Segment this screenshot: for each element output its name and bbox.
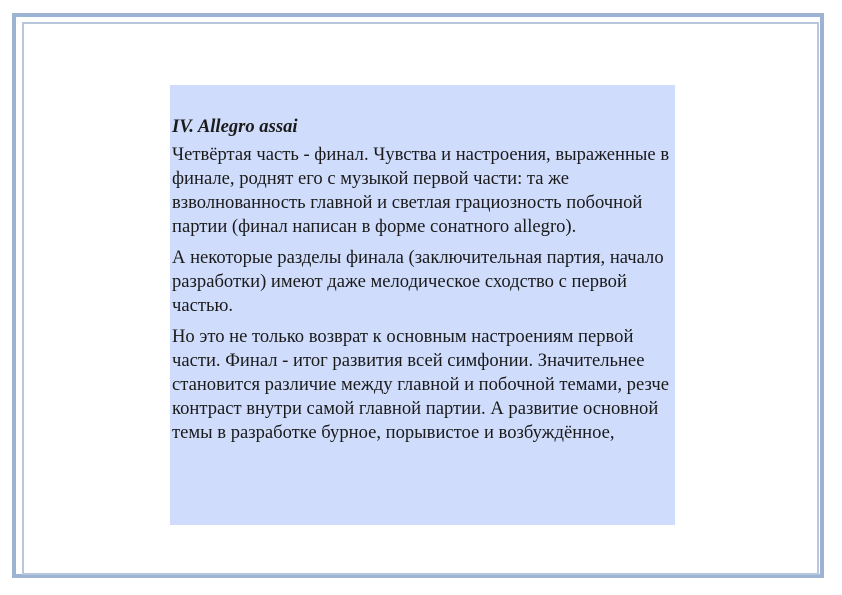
paragraph-1: Четвёртая часть - финал. Чувства и настроения, выраженные в финале, роднят его с музыкой первой части: та же взволнованность главной и светлая грациозность побочной партии (финал написан в форме сонатного allegro). (172, 144, 670, 237)
paragraph-3: Но это не только возврат к основным настроениям первой части. Финал - итог развития всей симфонии. Значительнее становится различие между главной и побочной темами, резче контраст внутри самой главной партии. А развитие основной темы в разработке бурное, порывистое и возбуждённое, (172, 326, 670, 443)
section-heading: IV. Allegro assai (172, 116, 298, 137)
text-content-box (170, 85, 675, 525)
paragraph-2: А некоторые разделы финала (заключительная партия, начало разработки) имеют даже мелодическое сходство с первой частью. (172, 247, 664, 316)
